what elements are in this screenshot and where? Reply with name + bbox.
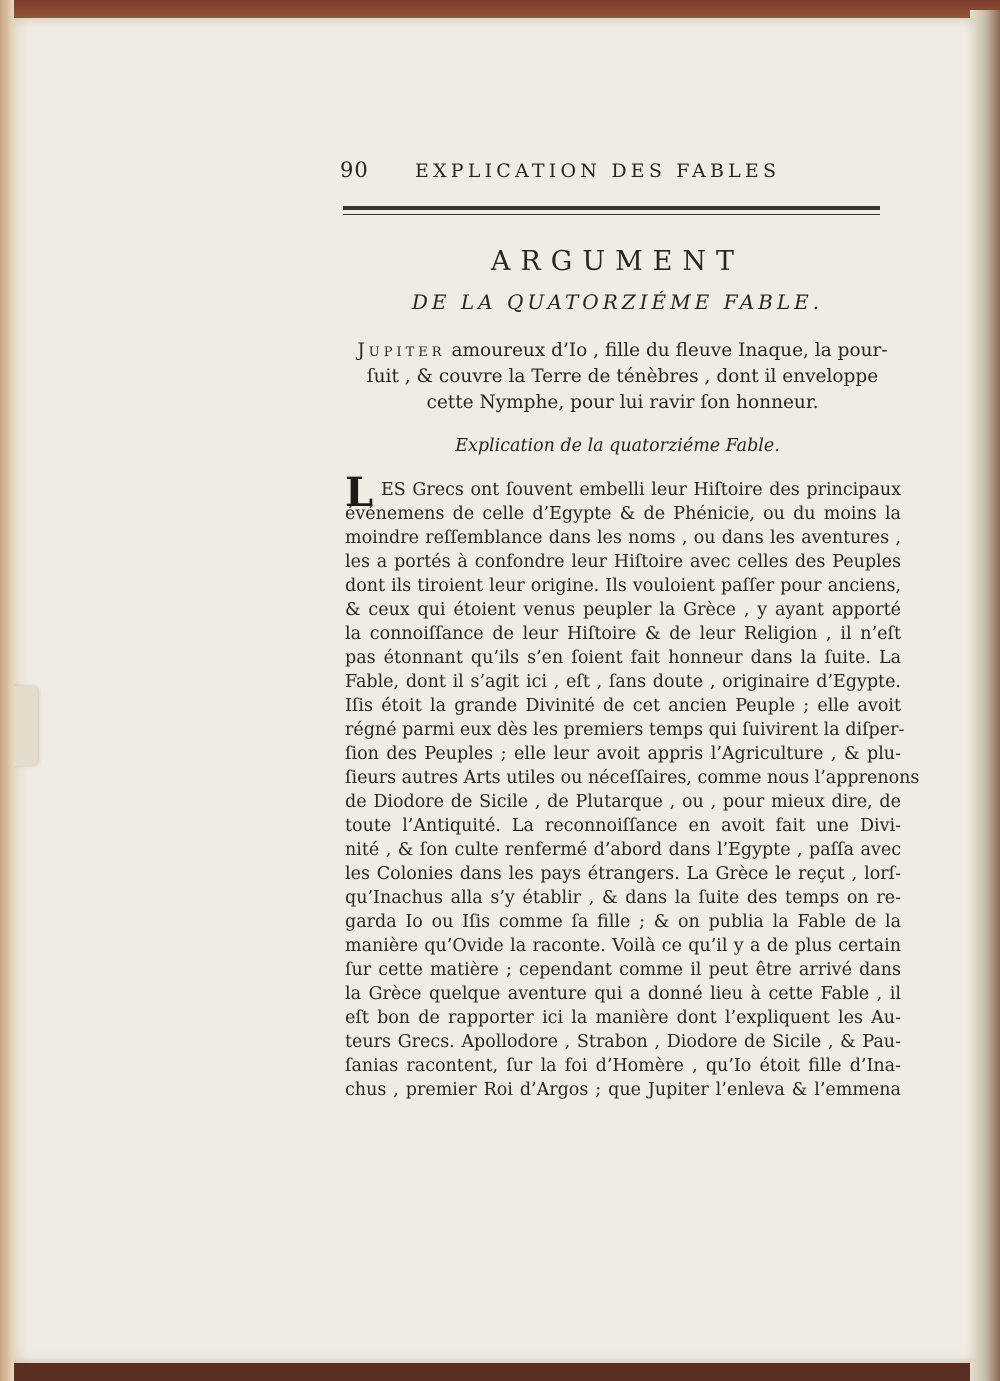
- body-line: ES Grecs ont ſouvent embelli leur Hiſtoire des principaux: [381, 480, 901, 500]
- body-line: teurs Grecs. Apollodore , Strabon , Diodore de Sicile , & Pau-: [345, 1032, 901, 1052]
- body-line: ſur cette matière ; cependant comme il peut être arrivé dans: [345, 960, 901, 980]
- body-line: régné parmi eux dès les premiers temps qui ſuivirent la diſper-: [345, 720, 905, 740]
- body-line: ſieurs autres Arts utiles ou néceſſaires, comme nous l’apprenons: [345, 768, 920, 788]
- body-line: chus , premier Roi d’Argos ; que Jupiter l’enleva & l’emmena: [345, 1080, 901, 1100]
- body-line: les a portés à confondre leur Hiſtoire avec celles des Peuples: [345, 552, 901, 572]
- drop-cap: L: [345, 469, 374, 516]
- body-line: Fable, dont il s’agit ici , eſt , ſans doute , originaire d’Egypte.: [345, 672, 901, 692]
- body-line: de Diodore de Sicile , de Plutarque , ou , pour mieux dire, de: [345, 792, 901, 812]
- header-rule-thin: [343, 214, 880, 215]
- fable-subtitle: DE LA QUATORZIÉME FABLE.: [411, 290, 824, 314]
- body-line: événemens de celle d’Egypte & de Phénicie, ou du moins la: [345, 504, 901, 524]
- header-rule-thick: [343, 206, 880, 210]
- body-line: toute l’Antiquité. La reconnoiſſance en avoit fait une Divi-: [345, 816, 901, 836]
- summary-line-text: amoureux d’Io , fille du fleuve Inaque, la pour-: [451, 340, 888, 361]
- explication-title: Explication de la quatorziéme Fable.: [455, 436, 780, 456]
- argument-title: ARGUMENT: [490, 246, 745, 277]
- body-line: moindre reſſemblance dans les noms , ou dans les aventures ,: [345, 528, 901, 548]
- body-line: ſanias racontent, ſur la foi d’Homère , qu’Io étoit fille d’Ina-: [345, 1056, 901, 1076]
- body-line: la connoiſſance de leur Hiſtoire & de leur Religion , il n’eſt: [345, 624, 901, 644]
- body-line: ſion des Peuples ; elle leur avoit appris l’Agriculture , & plu-: [345, 744, 901, 764]
- argument-summary: [345, 338, 900, 416]
- body-line: manière qu’Ovide la raconte. Voilà ce qu’il y a de plus certain: [345, 936, 901, 956]
- running-head: [340, 158, 880, 188]
- body-line: la Grèce quelque aventure qui a donné lieu à cette Fable , il: [345, 984, 901, 1004]
- page-number: 90: [340, 158, 369, 182]
- body-line: dont ils tiroient leur origine. Ils vouloient paſſer pour anciens,: [345, 576, 901, 596]
- body-line: eſt bon de rapporter ici la manière dont l’expliquent les Au-: [345, 1008, 901, 1028]
- body-line: nité , & ſon culte renfermé d’abord dans l’Egypte , paſſa avec: [345, 840, 901, 860]
- book-left-edge: [0, 0, 14, 1381]
- body-line: les Colonies dans les pays étrangers. La Grèce le reçut , lorſ-: [345, 864, 901, 884]
- body-line: & ceux qui étoient venus peupler la Grèce , y ayant apporté: [345, 600, 901, 620]
- body-line: pas étonnant qu’ils s’en ſoient fait honneur dans la ſuite. La: [345, 648, 901, 668]
- running-title: EXPLICATION DES FABLES: [415, 160, 781, 182]
- summary-line: ſuit , & couvre la Terre de ténèbres , dont il enveloppe: [366, 366, 879, 387]
- summary-line: cette Nymphe, pour lui ravir ſon honneur.: [426, 392, 819, 413]
- body-line: garda Io ou Iſis comme ſa fille ; & on publia la Fable de la: [345, 912, 901, 932]
- body-line: qu’Inachus alla s’y établir , & dans la ſuite des temps on re-: [345, 888, 901, 908]
- summary-lead: Jupiter: [357, 340, 446, 361]
- body-line: Iſis étoit la grande Divinité de cet ancien Peuple ; elle avoit: [345, 696, 901, 716]
- summary-line: [345, 338, 900, 364]
